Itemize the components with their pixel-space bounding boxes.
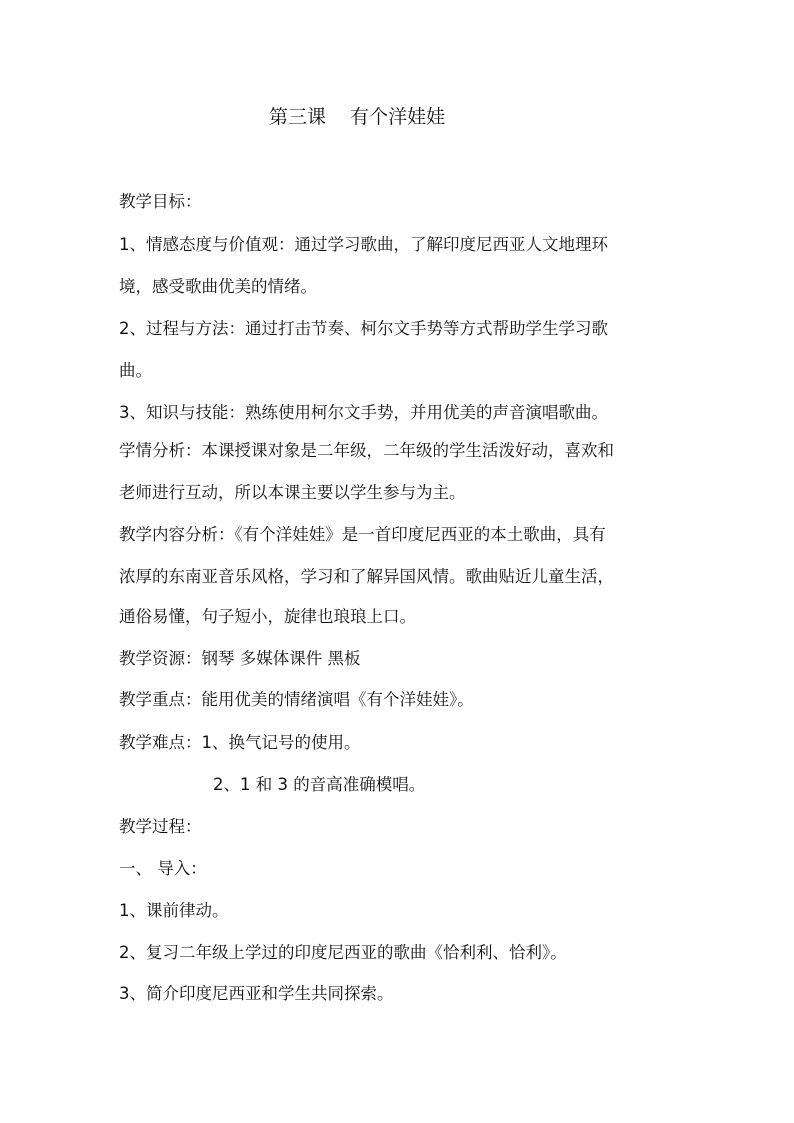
text-line: 2、复习二年级上学过的印度尼西亚的歌曲《恰利利、恰利》。: [119, 943, 567, 962]
text-line: 境，感受歌曲优美的情绪。: [119, 277, 317, 296]
text-line: 教学难点：1、换气记号的使用。: [119, 733, 361, 752]
document-title: 第三课 有个洋娃娃: [269, 106, 446, 128]
text-line: 3、知识与技能：熟练使用柯尔文手势，并用优美的声音演唱歌曲。: [119, 403, 608, 422]
text-line: 曲。: [119, 361, 152, 380]
text-line: 一、 导入：: [119, 859, 207, 878]
text-line: 3、简介印度尼西亚和学生共同探索。: [119, 984, 394, 1003]
text-line: 教学重点：能用优美的情绪演唱《有个洋娃娃》。: [119, 690, 474, 709]
text-line: 2、过程与方法：通过打击节奏、柯尔文手势等方式帮助学生学习歌: [119, 319, 608, 338]
section-heading-objectives: 教学目标：: [119, 192, 202, 211]
text-line: 老师进行互动，所以本课主要以学生参与为主。: [119, 483, 466, 502]
text-line: 1、情感态度与价值观：通过学习歌曲，了解印度尼西亚人文地理环: [119, 235, 608, 254]
text-line: 教学资源：钢琴 多媒体课件 黑板: [119, 649, 361, 668]
text-line: 2、1 和 3 的音高准确模唱。: [213, 775, 426, 794]
text-line: 教学内容分析：《有个洋娃娃》是一首印度尼西亚的本土歌曲，具有: [119, 525, 606, 544]
text-line: 通俗易懂，句子短小，旋律也琅琅上口。: [119, 607, 416, 626]
section-heading-process: 教学过程：: [119, 817, 202, 836]
text-line: 浓厚的东南亚音乐风格，学习和了解异国风情。歌曲贴近儿童生活，: [119, 567, 614, 586]
text-line: 1、课前律动。: [119, 901, 229, 920]
text-line: 学情分析：本课授课对象是二年级，二年级的学生活泼好动，喜欢和: [119, 441, 614, 460]
